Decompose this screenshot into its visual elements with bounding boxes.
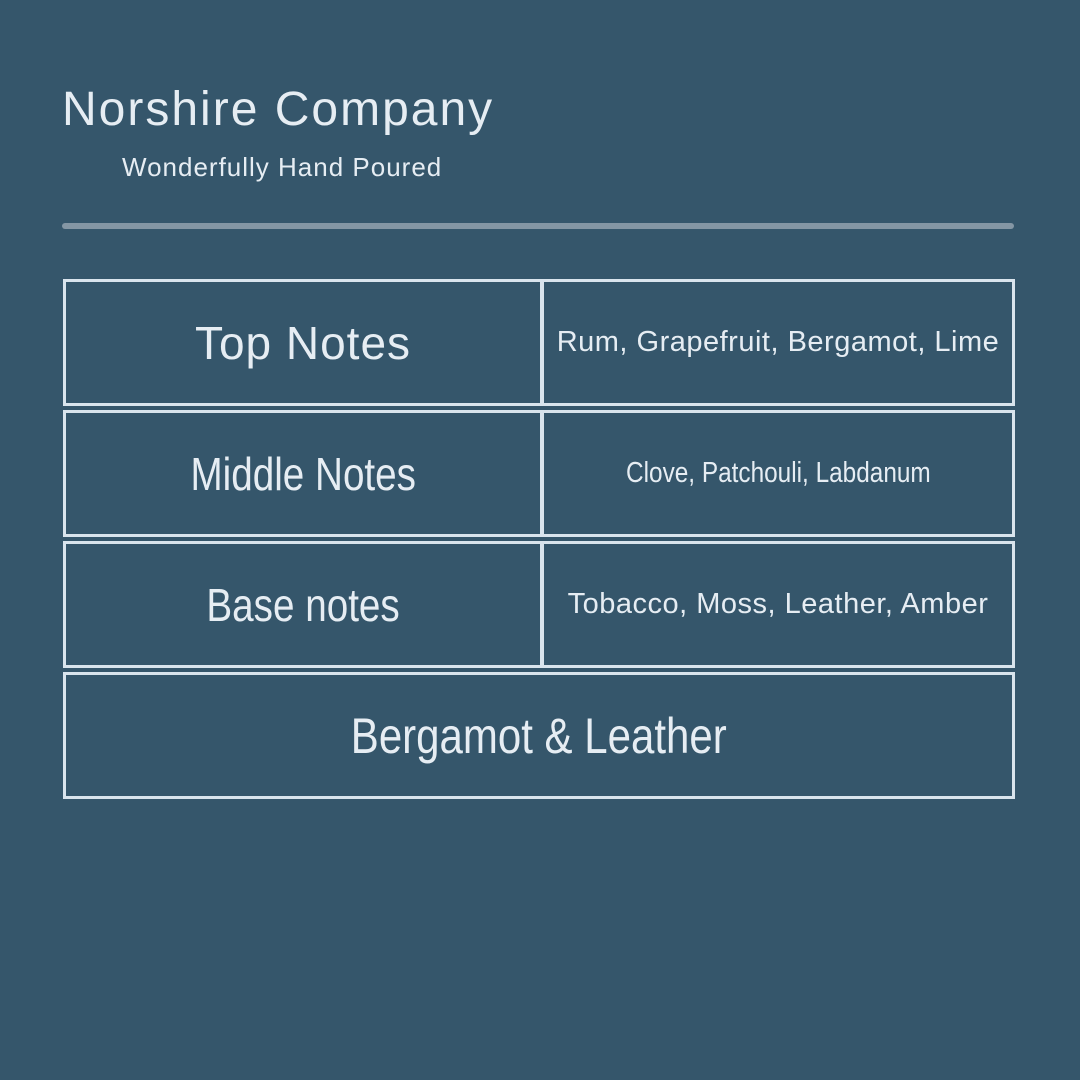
note-value-cell	[540, 544, 1012, 665]
table-row-middle-notes	[63, 410, 1015, 537]
note-value-cell	[540, 282, 1012, 403]
note-label: Base notes	[206, 578, 400, 631]
divider-rule	[62, 223, 1014, 229]
note-value: Clove, Patchouli, Labdanum	[625, 457, 931, 489]
note-label-cell	[66, 413, 540, 534]
note-value: Rum, Grapefruit, Bergamot, Lime	[556, 326, 1000, 358]
table-row-base-notes	[63, 541, 1015, 668]
note-value-cell	[540, 413, 1012, 534]
brand-title: Norshire Company	[62, 83, 495, 136]
scent-name: Bergamot & Leather	[351, 707, 727, 764]
note-label: Middle Notes	[190, 447, 416, 500]
note-label-cell	[66, 282, 540, 403]
note-label: Top Notes	[194, 316, 412, 369]
note-value: Tobacco, Moss, Leather, Amber	[567, 588, 989, 620]
scent-name-row	[63, 672, 1015, 799]
brand-tagline: Wonderfully Hand Poured	[122, 152, 443, 182]
table-row-top-notes	[63, 279, 1015, 406]
notes-table	[63, 279, 1015, 799]
note-label-cell	[66, 544, 540, 665]
